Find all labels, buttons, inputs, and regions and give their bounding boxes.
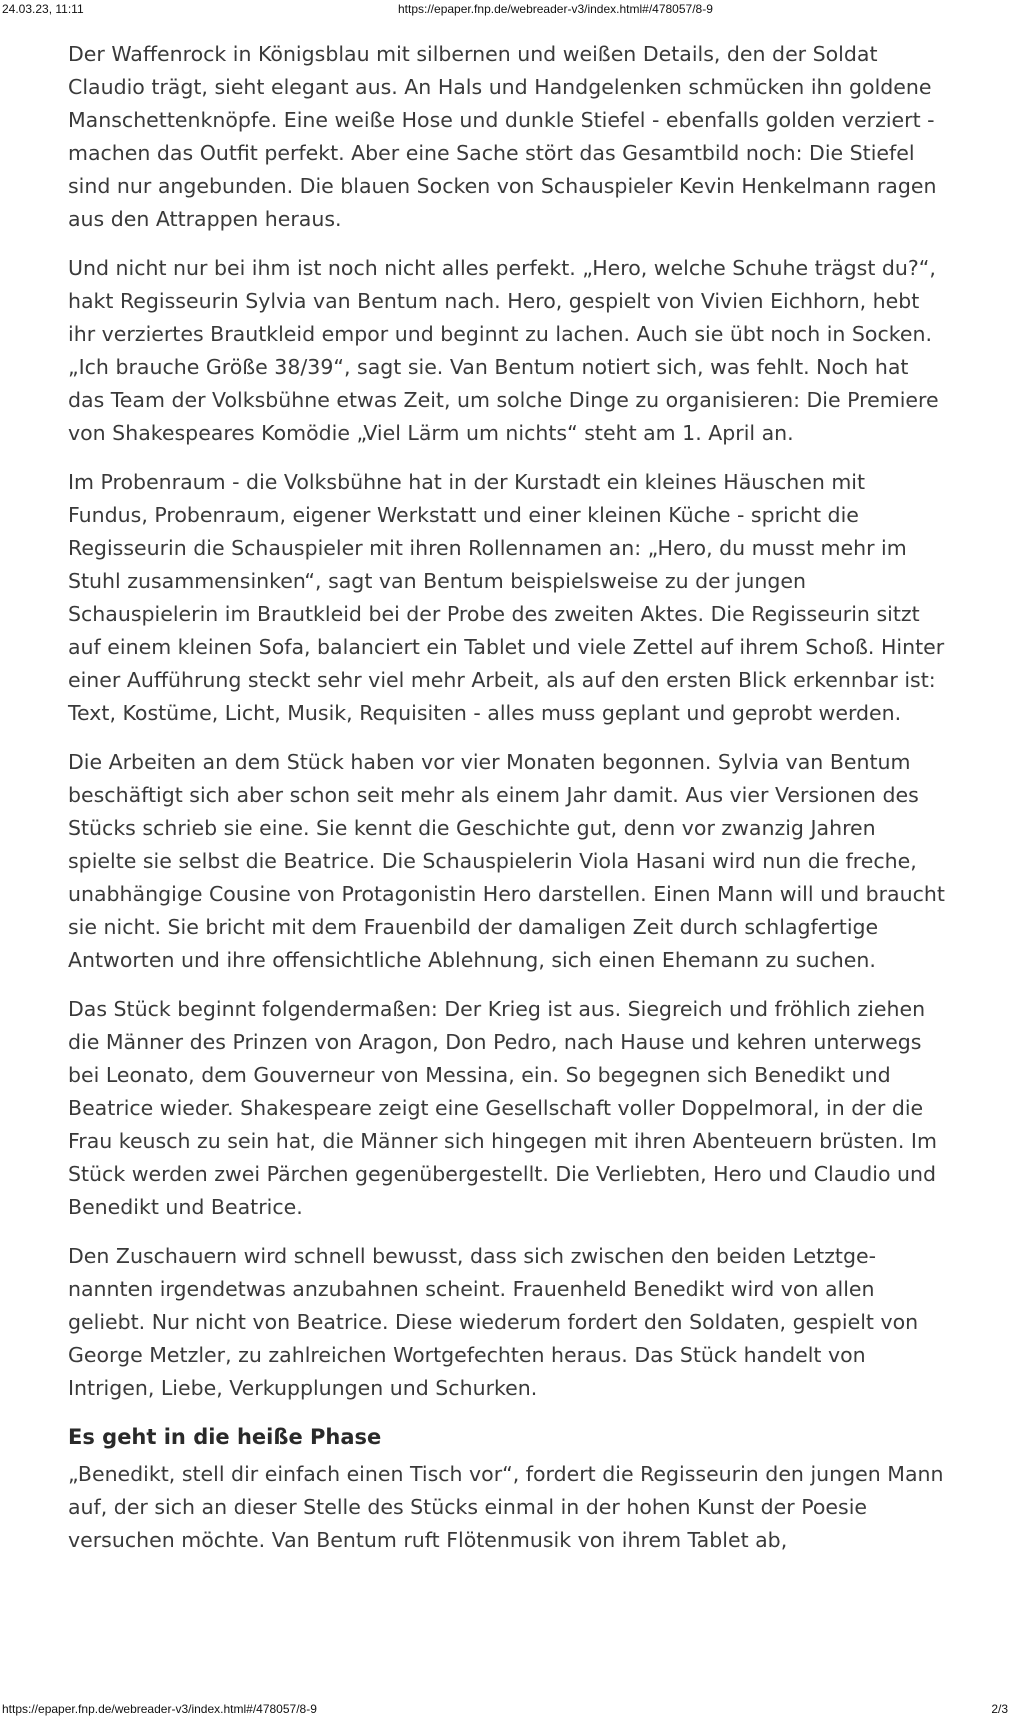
article-paragraph-3: Im Probenraum - die Volksbühne hat in der Kurstadt ein kleines Häuschen mit Fundus, Probenraum, eigener Werkstatt und einer kleinen Küche - spricht die Regisseurin die Schauspieler mit ihren Rollennamen an: „Hero, du musst mehr im Stuhl zusammensinken“, sagt van Bentum beispielsweise zu der jungen Schauspielerin im Brautkleid bei der Probe des zweiten Aktes. Die Regisseurin sitzt auf einem kleinen Sofa, balanciert ein Tablet und viele Zettel auf ihrem Schoß. Hinter einer Aufführung steckt sehr viel mehr Arbeit, als auf den ersten Blick erkennbar ist: Text, Kostüme, Licht, Musik, Requisiten - alles muss geplant und geprobt werden.	[68, 470, 945, 725]
print-footer	[0, 1700, 1024, 1720]
article-paragraph-final: „Benedikt, stell dir einfach einen Tisch vor“, fordert die Regisseurin den jungen Mann auf, der sich an dieser Stelle des Stücks einmal in der hohen Kunst der Poesie versuchen möchte. Van Bentum ruft Flötenmusik von ihrem Tablet ab,	[68, 1462, 944, 1552]
article-body	[68, 38, 948, 1573]
print-datetime: 24.03.23, 11:11	[2, 2, 84, 16]
article-paragraph-5: Das Stück beginnt folgendermaßen: Der Krieg ist aus. Siegreich und fröhlich ziehen die Männer des Prinzen von Aragon, Don Pedro, nach Hause und kehren unterwegs bei Leonato, dem Gouverneur von Messina, ein. So begegnen sich Benedikt und Beatrice wieder. Shakespeare zeigt eine Gesellschaft voller Doppelmoral, in der die Frau keusch zu sein hat, die Männer sich hingegen mit ihren Abenteuern brüsten. Im Stück werden zwei Pärchen gegenübergestellt. Die Verliebten, Hero und Claudio und Benedikt und Beatrice.	[68, 997, 937, 1219]
article-subheading: Es geht in die heiße Phase	[68, 1425, 382, 1449]
article-paragraph-2: Und nicht nur bei ihm ist noch nicht alles perfekt. „Hero, welche Schuhe trägst du?“, hakt Regisseurin Sylvia van Bentum nach. Hero, gespielt von Vivien Eichhorn, hebt ihr verziertes Brautkleid empor und beginnt zu lachen. Auch sie übt noch in Socken. „Ich brauche Größe 38/39“, sagt sie. Van Bentum notiert sich, was fehlt. Noch hat das Team der Volksbühne etwas Zeit, um solche Dinge zu organisieren: Die Premiere von Shakespeares Komödie „Viel Lärm um nichts“ steht am 1. April an.	[68, 256, 939, 445]
article-paragraph-4: Die Arbeiten an dem Stück haben vor vier Monaten begonnen. Sylvia van Bentum beschäftigt sich aber schon seit mehr als einem Jahr damit. Aus vier Versionen des Stücks schrieb sie eine. Sie kennt die Geschichte gut, denn vor zwanzig Jahren spielte sie selbst die Beatrice. Die Schauspielerin Viola Hasani wird nun die freche, unabhängige Cousine von Protagonistin Hero darstellen. Einen Mann will und braucht sie nicht. Sie bricht mit dem Frauenbild der damaligen Zeit durch schlagfertige Antworten und ihre offensichtliche Ablehnung, sich einen Ehemann zu suchen.	[68, 750, 945, 972]
print-footer-url: https://epaper.fnp.de/webreader-v3/index.html#/478057/8-9	[2, 1702, 317, 1716]
article-paragraph-6: Den Zuschauern wird schnell bewusst, dass sich zwischen den beiden Letztgenannten irgendetwas anzubahnen scheint. Frauenheld Benedikt wird von allen geliebt. Nur nicht von Beatrice. Diese wiederum fordert den Soldaten, gespielt von George Metzler, zu zahlreichen Wortgefechten heraus. Das Stück handelt von Intrigen, Liebe, Verkupplungen und Schurken.	[68, 1244, 919, 1400]
page-number: 2/3	[991, 1702, 1008, 1716]
article-paragraph-1: Der Waffenrock in Königsblau mit silbernen und weißen Details, den der Soldat Claudio trägt, sieht elegant aus. An Hals und Handgelenken schmücken ihn goldene Manschettenknöpfe. Eine weiße Hose und dunkle Stiefel - ebenfalls golden verziert - machen das Outfit perfekt. Aber eine Sache stört das Gesamtbild noch: Die Stiefel sind nur angebunden. Die blauen Socken von Schauspieler Kevin Henkelmann ragen aus den Attrappen heraus.	[68, 42, 937, 231]
print-header	[0, 0, 1024, 22]
print-header-url: https://epaper.fnp.de/webreader-v3/index.html#/478057/8-9	[398, 2, 713, 16]
